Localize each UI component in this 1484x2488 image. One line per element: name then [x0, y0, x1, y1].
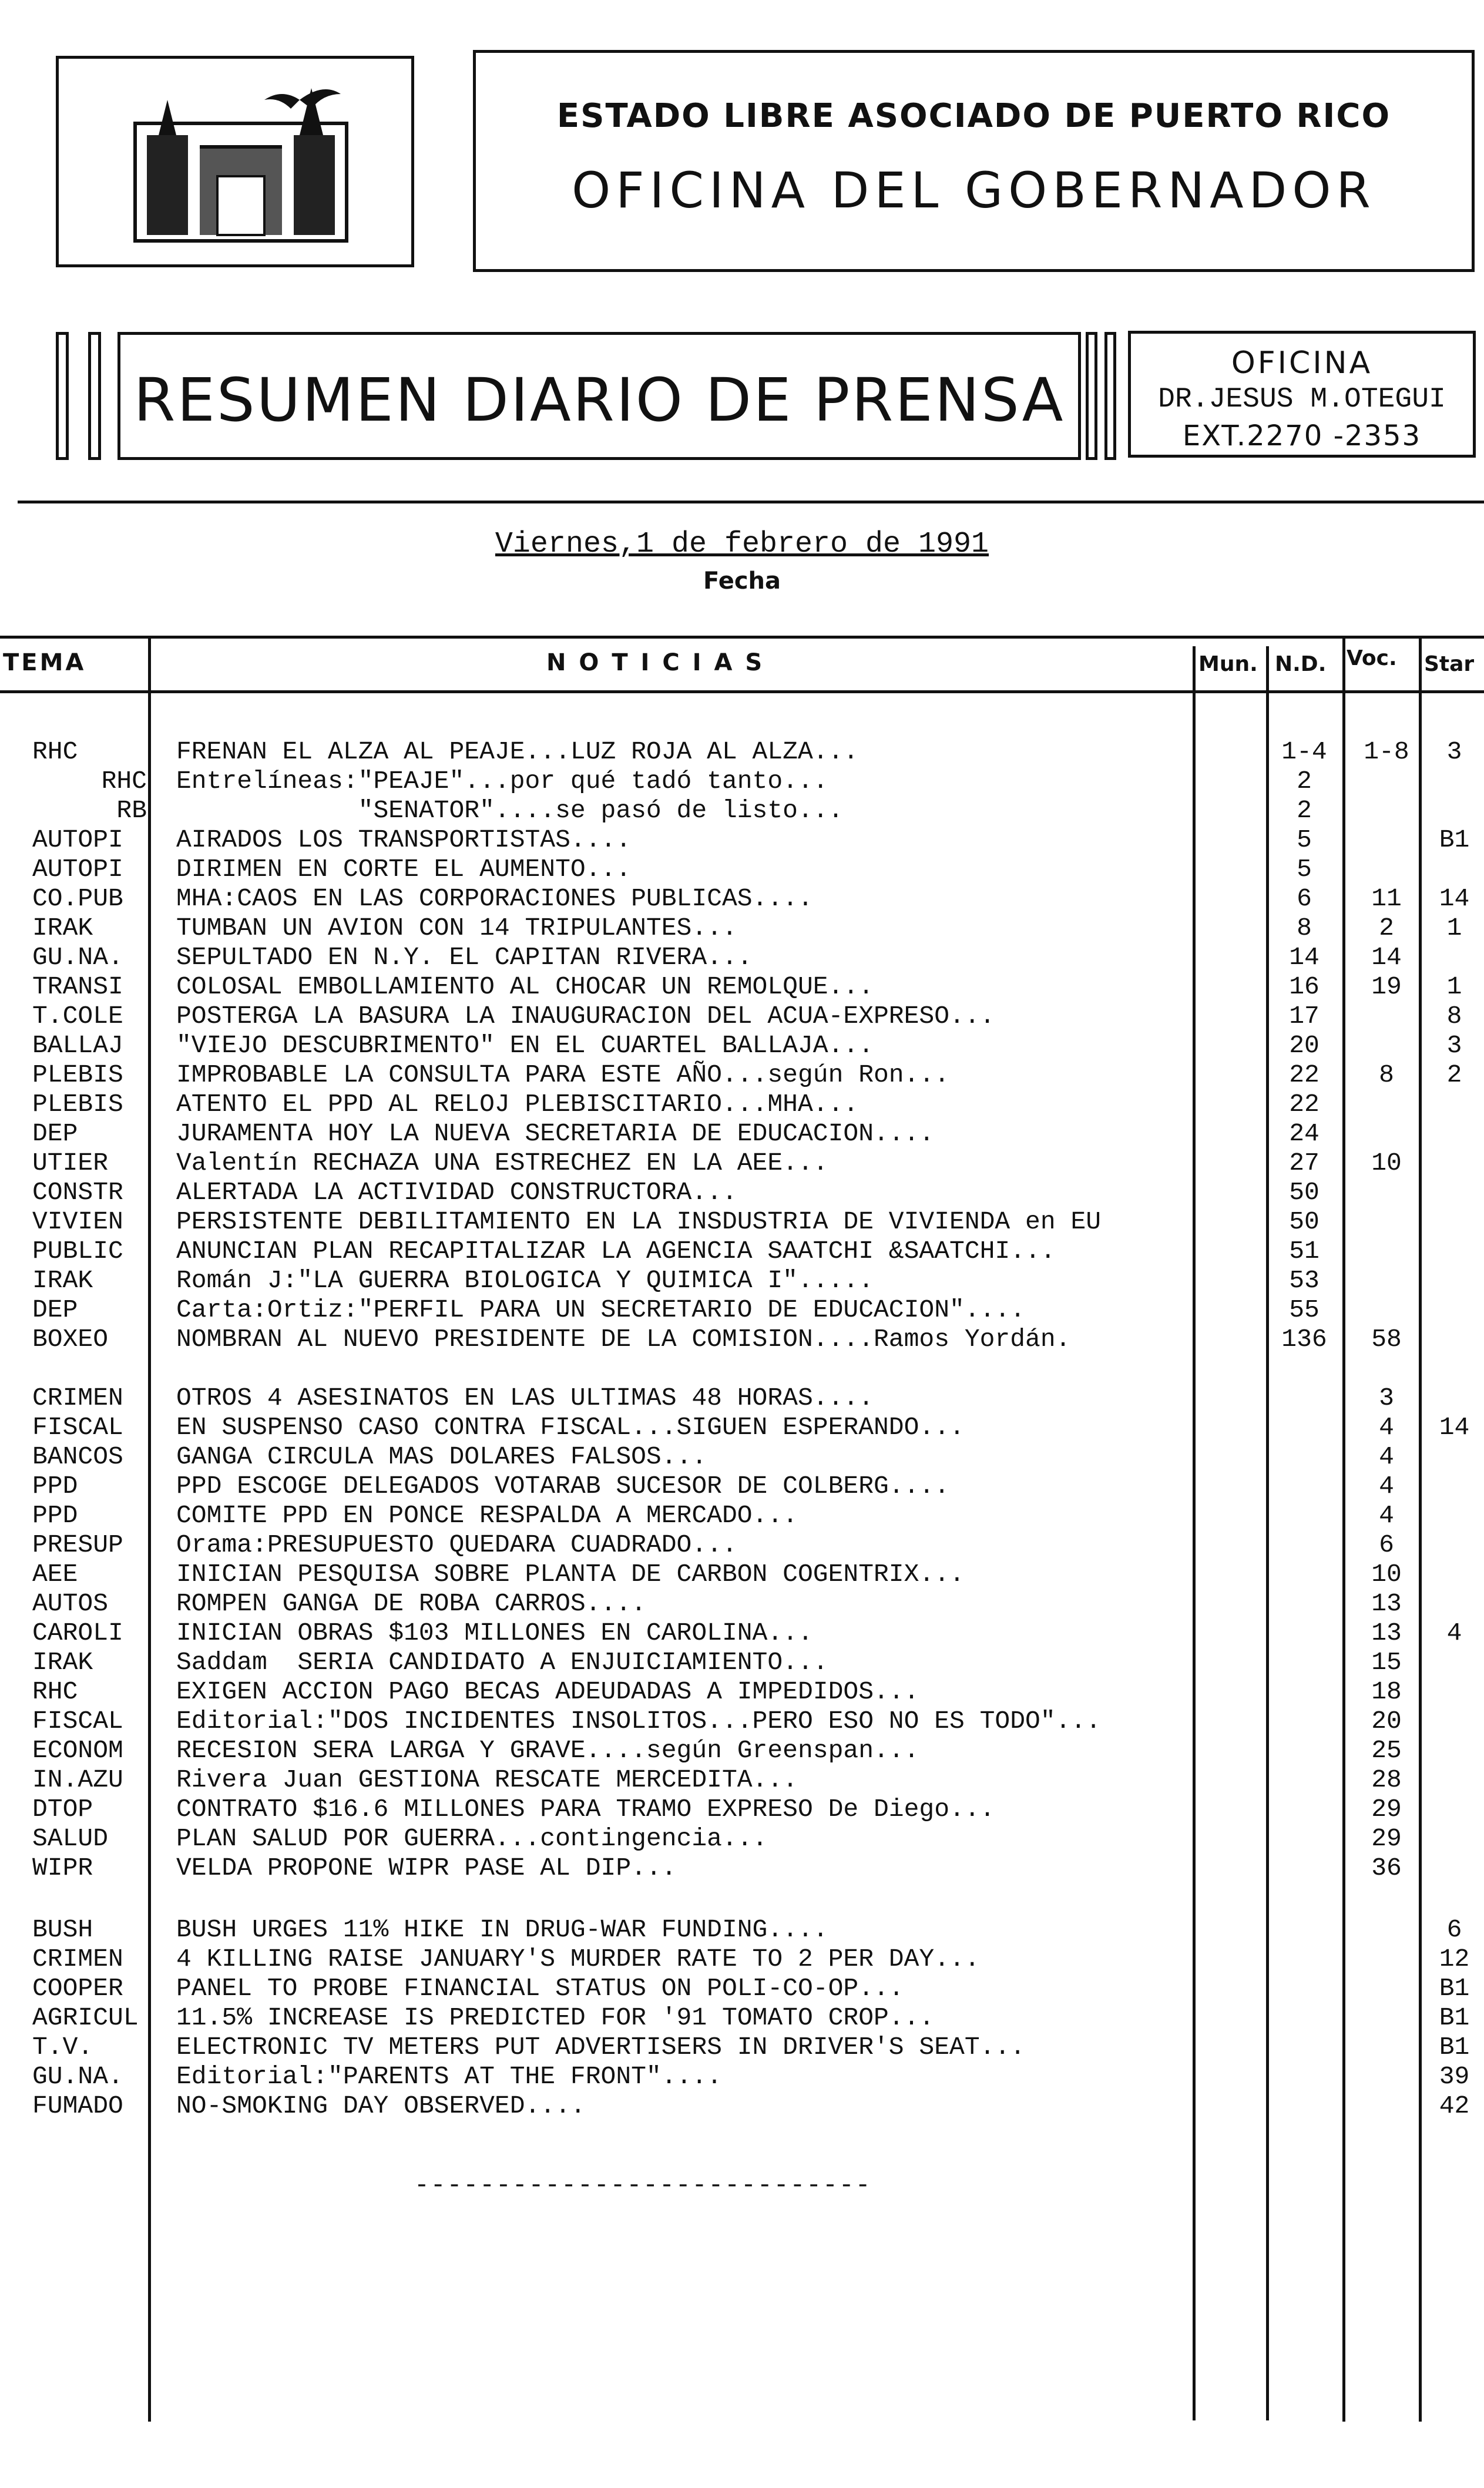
- row-voc: 2: [1379, 914, 1394, 942]
- logo-frame: [56, 56, 414, 267]
- row-nd: 22: [1289, 1090, 1320, 1119]
- row-star: 2: [1446, 1060, 1462, 1089]
- row-noticia: ROMPEN GANGA DE ROBA CARROS....: [176, 1589, 646, 1618]
- row-nd: 51: [1289, 1237, 1320, 1265]
- table-row: [0, 1945, 1484, 1974]
- table-row: [0, 1060, 1484, 1090]
- table-row: [0, 1472, 1484, 1501]
- row-tema: PUBLIC: [32, 1237, 123, 1265]
- table-row: [0, 1915, 1484, 1945]
- header-separator: [18, 501, 1484, 503]
- row-voc: 4: [1379, 1472, 1394, 1500]
- row-tema: AUTOPI: [32, 825, 123, 854]
- row-tema: T.V.: [32, 2033, 93, 2061]
- row-noticia: JURAMENTA HOY LA NUEVA SECRETARIA DE EDUCACION....: [176, 1119, 935, 1148]
- table-row: [0, 1677, 1484, 1707]
- row-voc: 29: [1371, 1824, 1402, 1853]
- contact-name: DR.JESUS M.OTEGUI: [1158, 384, 1446, 415]
- row-noticia: FRENAN EL ALZA AL PEAJE...LUZ ROJA AL ALZA...: [176, 737, 859, 766]
- row-noticia: Rivera Juan GESTIONA RESCATE MERCEDITA...: [176, 1765, 798, 1794]
- row-star: 8: [1446, 1002, 1462, 1030]
- row-noticia: CONTRATO $16.6 MILLONES PARA TRAMO EXPRESO De Diego...: [176, 1795, 995, 1824]
- row-star: 42: [1439, 2091, 1470, 2120]
- row-tema: IRAK: [32, 914, 93, 942]
- table-row: [0, 2033, 1484, 2062]
- row-nd: 2: [1297, 796, 1312, 825]
- row-tema: FISCAL: [32, 1707, 123, 1735]
- row-tema: FUMADO: [32, 2091, 123, 2120]
- table-row: [0, 825, 1484, 855]
- row-voc: 10: [1371, 1149, 1402, 1177]
- row-star: 14: [1439, 1413, 1470, 1442]
- table-row: [0, 1237, 1484, 1266]
- row-noticia: COMITE PPD EN PONCE RESPALDA A MERCADO...: [176, 1501, 798, 1530]
- row-tema: T.COLE: [32, 1002, 123, 1030]
- table-row: [0, 1501, 1484, 1530]
- row-tema: CRIMEN: [32, 1945, 123, 1973]
- table-header-border: [0, 690, 1484, 693]
- row-tema: RB: [116, 796, 147, 825]
- right-bar-inner: [1086, 332, 1097, 460]
- col-header-voc: Voc.: [1347, 646, 1397, 670]
- row-noticia: NOMBRAN AL NUEVO PRESIDENTE DE LA COMISION....Ramos Yordán.: [176, 1325, 1071, 1354]
- table-row: [0, 1090, 1484, 1119]
- table-top-border: [0, 636, 1484, 639]
- state-name: ESTADO LIBRE ASOCIADO DE PUERTO RICO: [556, 97, 1391, 135]
- document-title: RESUMEN DIARIO DE PRENSA: [133, 365, 1065, 435]
- row-voc: 20: [1371, 1707, 1402, 1735]
- row-tema: IRAK: [32, 1266, 93, 1295]
- row-noticia: Carta:Ortiz:"PERFIL PARA UN SECRETARIO DE EDUCACION"....: [176, 1295, 1026, 1324]
- table-row: [0, 1854, 1484, 1883]
- row-nd: 5: [1297, 825, 1312, 854]
- table-row: [0, 1178, 1484, 1207]
- row-nd: 53: [1289, 1266, 1320, 1295]
- table-row: [0, 2091, 1484, 2121]
- col-header-mun: Mun.: [1198, 652, 1258, 676]
- row-tema: RHC: [101, 767, 147, 795]
- row-star: B1: [1439, 825, 1470, 854]
- row-star: 3: [1446, 737, 1462, 766]
- table-row: [0, 1795, 1484, 1824]
- row-tema: DEP: [32, 1119, 78, 1148]
- left-bar-outer: [56, 332, 69, 460]
- row-noticia: EXIGEN ACCION PAGO BECAS ADEUDADAS A IMPEDIDOS...: [176, 1677, 919, 1706]
- row-voc: 6: [1379, 1530, 1394, 1559]
- row-noticia: COLOSAL EMBOLLAMIENTO AL CHOCAR UN REMOLQUE...: [176, 972, 874, 1001]
- row-voc: 29: [1371, 1795, 1402, 1824]
- row-noticia: INICIAN PESQUISA SOBRE PLANTA DE CARBON COGENTRIX...: [176, 1560, 965, 1589]
- resumen-title-box: [117, 332, 1081, 460]
- row-star: 3: [1446, 1031, 1462, 1060]
- row-tema: ECONOM: [32, 1736, 123, 1765]
- table-row: [0, 737, 1484, 767]
- government-building-logo: [123, 76, 358, 253]
- table-row: [0, 1824, 1484, 1854]
- row-nd: 6: [1297, 884, 1312, 913]
- row-star: B1: [1439, 2033, 1470, 2061]
- row-voc: 8: [1379, 1060, 1394, 1089]
- table-row: [0, 1119, 1484, 1149]
- row-tema: PRESUP: [32, 1530, 123, 1559]
- row-star: 14: [1439, 884, 1470, 913]
- row-tema: CO.PUB: [32, 884, 123, 913]
- row-star: 1: [1446, 914, 1462, 942]
- row-tema: WIPR: [32, 1854, 93, 1882]
- row-tema: AUTOS: [32, 1589, 109, 1618]
- row-noticia: Orama:PRESUPUESTO QUEDARA CUADRADO...: [176, 1530, 737, 1559]
- table-row: [0, 1295, 1484, 1325]
- row-star: 12: [1439, 1945, 1470, 1973]
- row-voc: 19: [1371, 972, 1402, 1001]
- table-row: [0, 914, 1484, 943]
- row-noticia: AIRADOS LOS TRANSPORTISTAS....: [176, 825, 632, 854]
- row-noticia: PPD ESCOGE DELEGADOS VOTARAB SUCESOR DE COLBERG....: [176, 1472, 950, 1500]
- row-noticia: ALERTADA LA ACTIVIDAD CONSTRUCTORA...: [176, 1178, 737, 1207]
- contact-office: OFICINA: [1231, 345, 1373, 381]
- row-tema: BUSH: [32, 1915, 93, 1944]
- row-nd: 27: [1289, 1149, 1320, 1177]
- row-noticia: PERSISTENTE DEBILITAMIENTO EN LA INSDUSTRIA DE VIVIENDA en EU: [176, 1207, 1102, 1236]
- row-noticia: VELDA PROPONE WIPR PASE AL DIP...: [176, 1854, 677, 1882]
- row-noticia: EN SUSPENSO CASO CONTRA FISCAL...SIGUEN ESPERANDO...: [176, 1413, 965, 1442]
- row-noticia: IMPROBABLE LA CONSULTA PARA ESTE AÑO...según Ron...: [176, 1060, 950, 1089]
- row-noticia: PANEL TO PROBE FINANCIAL STATUS ON POLI-CO-OP...: [176, 1974, 904, 2003]
- row-voc: 1-8: [1364, 737, 1409, 766]
- row-star: B1: [1439, 1974, 1470, 2003]
- row-tema: PPD: [32, 1501, 78, 1530]
- row-noticia: DIRIMEN EN CORTE EL AUMENTO...: [176, 855, 632, 884]
- row-tema: AGRICUL: [32, 2003, 139, 2032]
- row-star: B1: [1439, 2003, 1470, 2032]
- row-voc: 13: [1371, 1619, 1402, 1647]
- row-nd: 1-4: [1281, 737, 1327, 766]
- table-row: [0, 1765, 1484, 1795]
- row-noticia: "SENATOR"....se pasó de listo...: [176, 796, 844, 825]
- table-row: [0, 2003, 1484, 2033]
- row-noticia: BUSH URGES 11% HIKE IN DRUG-WAR FUNDING....: [176, 1915, 828, 1944]
- row-noticia: RECESION SERA LARGA Y GRAVE....según Greenspan...: [176, 1736, 919, 1765]
- row-tema: RHC: [32, 1677, 78, 1706]
- table-row: [0, 767, 1484, 796]
- table-row: [0, 1207, 1484, 1237]
- row-tema: BOXEO: [32, 1325, 109, 1354]
- row-nd: 20: [1289, 1031, 1320, 1060]
- col-header-star: Star: [1424, 652, 1475, 676]
- row-noticia: SEPULTADO EN N.Y. EL CAPITAN RIVERA...: [176, 943, 753, 972]
- row-noticia: 11.5% INCREASE IS PREDICTED FOR '91 TOMATO CROP...: [176, 2003, 935, 2032]
- row-voc: 4: [1379, 1442, 1394, 1471]
- row-voc: 4: [1379, 1501, 1394, 1530]
- table-row: [0, 1002, 1484, 1031]
- row-voc: 36: [1371, 1854, 1402, 1882]
- row-tema: UTIER: [32, 1149, 109, 1177]
- row-tema: TRANSI: [32, 972, 123, 1001]
- row-tema: CRIMEN: [32, 1384, 123, 1412]
- row-voc: 11: [1371, 884, 1402, 913]
- row-voc: 10: [1371, 1560, 1402, 1589]
- row-noticia: GANGA CIRCULA MAS DOLARES FALSOS...: [176, 1442, 707, 1471]
- date-value: Viernes,1 de febrero de 1991: [495, 528, 989, 561]
- row-noticia: OTROS 4 ASESINATOS EN LAS ULTIMAS 48 HORAS....: [176, 1384, 874, 1412]
- row-tema: IRAK: [32, 1648, 93, 1677]
- office-name: OFICINA DEL GOBERNADOR: [572, 162, 1376, 219]
- row-tema: PPD: [32, 1472, 78, 1500]
- row-noticia: POSTERGA LA BASURA LA INAUGURACION DEL ACUA-EXPRESO...: [176, 1002, 995, 1030]
- date-label: Fecha: [703, 568, 781, 595]
- col-header-noticias: N O T I C I A S: [546, 649, 765, 676]
- row-noticia: Entrelíneas:"PEAJE"...por qué tadó tanto...: [176, 767, 828, 795]
- header-title-box: [473, 50, 1475, 272]
- table-row: [0, 1530, 1484, 1560]
- row-noticia: Saddam SERIA CANDIDATO A ENJUICIAMIENTO...: [176, 1648, 828, 1677]
- table-row: [0, 855, 1484, 884]
- row-nd: 50: [1289, 1207, 1320, 1236]
- row-tema: GU.NA.: [32, 2062, 123, 2091]
- table-row: [0, 796, 1484, 825]
- row-tema: IN.AZU: [32, 1765, 123, 1794]
- table-row: [0, 884, 1484, 914]
- row-tema: DEP: [32, 1295, 78, 1324]
- row-noticia: 4 KILLING RAISE JANUARY'S MURDER RATE TO 2 PER DAY...: [176, 1945, 980, 1973]
- table-row: [0, 1266, 1484, 1295]
- left-bar-inner: [88, 332, 101, 460]
- row-tema: RHC: [32, 737, 78, 766]
- row-tema: BALLAJ: [32, 1031, 123, 1060]
- row-nd: 8: [1297, 914, 1312, 942]
- row-noticia: Valentín RECHAZA UNA ESTRECHEZ EN LA AEE...: [176, 1149, 828, 1177]
- row-tema: GU.NA.: [32, 943, 123, 972]
- row-voc: 4: [1379, 1413, 1394, 1442]
- table-row: [0, 1031, 1484, 1060]
- row-tema: AUTOPI: [32, 855, 123, 884]
- table-row: [0, 1560, 1484, 1589]
- row-nd: 17: [1289, 1002, 1320, 1030]
- row-noticia: INICIAN OBRAS $103 MILLONES EN CAROLINA...: [176, 1619, 813, 1647]
- row-nd: 50: [1289, 1178, 1320, 1207]
- row-noticia: ELECTRONIC TV METERS PUT ADVERTISERS IN DRIVER'S SEAT...: [176, 2033, 1026, 2061]
- row-star: 6: [1446, 1915, 1462, 1944]
- row-noticia: TUMBAN UN AVION CON 14 TRIPULANTES...: [176, 914, 737, 942]
- row-star: 39: [1439, 2062, 1470, 2091]
- row-tema: VIVIEN: [32, 1207, 123, 1236]
- row-voc: 13: [1371, 1589, 1402, 1618]
- table-row: [0, 1648, 1484, 1677]
- right-bar-outer: [1104, 332, 1116, 460]
- table-row: [0, 1619, 1484, 1648]
- row-nd: 55: [1289, 1295, 1320, 1324]
- row-nd: 14: [1289, 943, 1320, 972]
- row-noticia: PLAN SALUD POR GUERRA...contingencia...: [176, 1824, 768, 1853]
- table-row: [0, 1325, 1484, 1354]
- contact-box: [1128, 331, 1476, 458]
- row-tema: FISCAL: [32, 1413, 123, 1442]
- row-noticia: ATENTO EL PPD AL RELOJ PLEBISCITARIO...MHA...: [176, 1090, 859, 1119]
- row-noticia: "VIEJO DESCUBRIMENTO" EN EL CUARTEL BALLAJA...: [176, 1031, 874, 1060]
- table-row: [0, 1707, 1484, 1736]
- row-voc: 25: [1371, 1736, 1402, 1765]
- row-tema: PLEBIS: [32, 1060, 123, 1089]
- table-row: [0, 1589, 1484, 1619]
- row-voc: 15: [1371, 1648, 1402, 1677]
- col-header-tema: TEMA: [3, 649, 86, 676]
- row-tema: COOPER: [32, 1974, 123, 2003]
- row-voc: 3: [1379, 1384, 1394, 1412]
- date-line: [0, 528, 1484, 561]
- row-tema: BANCOS: [32, 1442, 123, 1471]
- row-tema: AEE: [32, 1560, 78, 1589]
- table-row: [0, 1384, 1484, 1413]
- row-tema: DTOP: [32, 1795, 93, 1824]
- table-row: [0, 1149, 1484, 1178]
- table-row: [0, 1442, 1484, 1472]
- col-header-nd: N.D.: [1275, 652, 1327, 676]
- table-row: [0, 943, 1484, 972]
- table-row: [0, 972, 1484, 1002]
- row-nd: 16: [1289, 972, 1320, 1001]
- contact-extension: EXT.2270 -2353: [1182, 419, 1422, 452]
- row-noticia: Román J:"LA GUERRA BIOLOGICA Y QUIMICA I".....: [176, 1266, 874, 1295]
- row-nd: 2: [1297, 767, 1312, 795]
- row-nd: 24: [1289, 1119, 1320, 1148]
- row-noticia: Editorial:"DOS INCIDENTES INSOLITOS...PERO ESO NO ES TODO"...: [176, 1707, 1102, 1735]
- row-noticia: MHA:CAOS EN LAS CORPORACIONES PUBLICAS....: [176, 884, 813, 913]
- row-nd: 22: [1289, 1060, 1320, 1089]
- table-row: [0, 1974, 1484, 2003]
- footer-dashes: ----------------------------: [414, 2171, 872, 2200]
- row-voc: 18: [1371, 1677, 1402, 1706]
- row-tema: CAROLI: [32, 1619, 123, 1647]
- row-star: 4: [1446, 1619, 1462, 1647]
- table-row: [0, 1413, 1484, 1442]
- row-voc: 14: [1371, 943, 1402, 972]
- row-tema: CONSTR: [32, 1178, 123, 1207]
- table-row: [0, 1736, 1484, 1765]
- table-row: [0, 2062, 1484, 2091]
- row-noticia: Editorial:"PARENTS AT THE FRONT"....: [176, 2062, 722, 2091]
- row-tema: PLEBIS: [32, 1090, 123, 1119]
- row-nd: 136: [1281, 1325, 1327, 1354]
- row-voc: 28: [1371, 1765, 1402, 1794]
- row-noticia: ANUNCIAN PLAN RECAPITALIZAR LA AGENCIA SAATCHI &SAATCHI...: [176, 1237, 1056, 1265]
- row-noticia: NO-SMOKING DAY OBSERVED....: [176, 2091, 586, 2120]
- row-star: 1: [1446, 972, 1462, 1001]
- row-nd: 5: [1297, 855, 1312, 884]
- row-tema: SALUD: [32, 1824, 109, 1853]
- row-voc: 58: [1371, 1325, 1402, 1354]
